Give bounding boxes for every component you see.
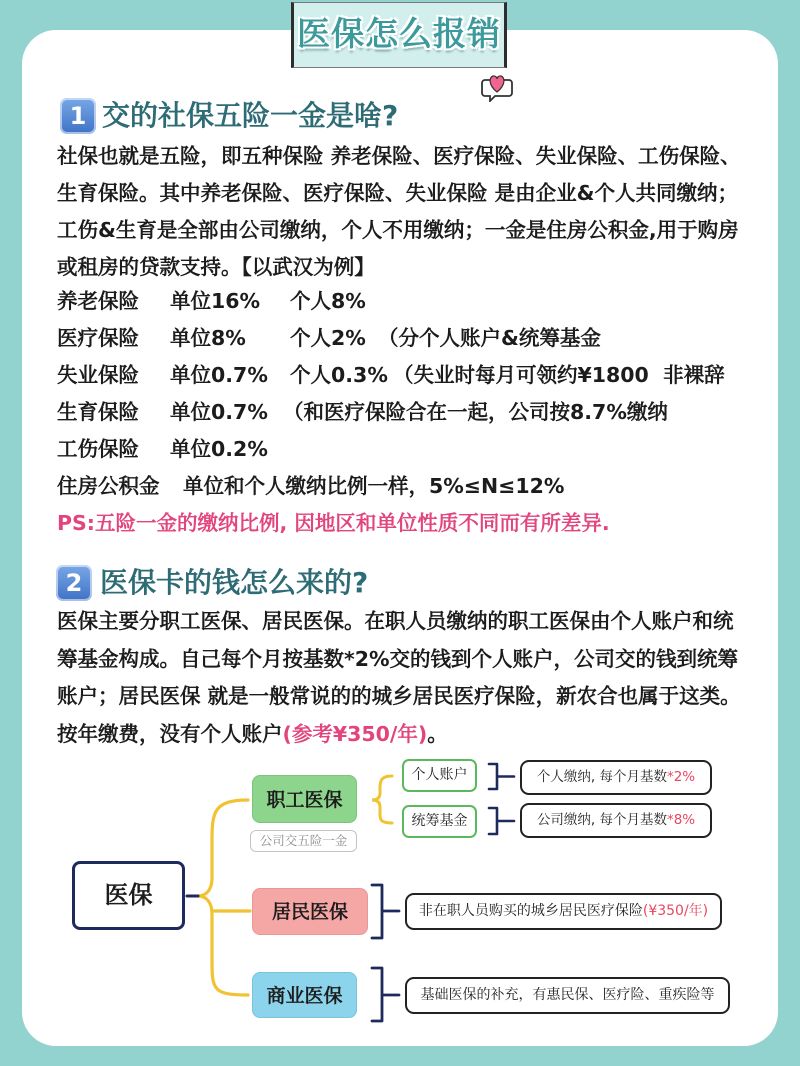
desc-text: 非在职人员购买的城乡居民医疗保险 <box>418 903 643 919</box>
rate-company: 单位8% <box>170 326 246 350</box>
section1-heading: 交的社保五险一金是啥? <box>102 99 399 132</box>
employee-insurance-node: 职工医保 <box>252 775 357 823</box>
last-line-end: 。 <box>427 722 448 746</box>
rate-item: 住房公积金 <box>57 474 160 498</box>
rate-remark: （分个人账户&统筹基金 <box>378 326 601 350</box>
rate-item: 失业保险 <box>57 363 139 387</box>
resident-insurance-node: 居民医保 <box>252 888 368 935</box>
rate-personal: 个人2% <box>290 326 366 350</box>
employee-insurance-note: 公司交五险一金 <box>250 830 357 852</box>
section2-paragraph-line: 筹基金构成。自己每个月按基数*2%交的钱到个人账户，公司交的钱到统筹 <box>57 647 739 671</box>
section2-paragraph-line: 账户；居民医保 就是一般常说的的城乡居民医疗保险，新农合也属于这类。 <box>57 684 741 708</box>
section1-paragraph-line: 生育保险。其中养老保险、医疗保险、失业保险 是由企业&个人共同缴纳； <box>57 181 739 205</box>
rate-row-maternity <box>57 394 769 431</box>
desc-highlight: (¥350/年) <box>642 903 709 919</box>
rate-company: 单位0.7% <box>170 363 268 387</box>
pooled-fund-node: 统筹基金 <box>402 805 477 838</box>
rate-row-housing-fund <box>57 468 769 505</box>
section1-paragraph-line: 社保也就是五险，即五种保险 养老保险、医疗保险、失业保险、工伤保险、 <box>57 144 741 168</box>
rate-item: 生育保险 <box>57 400 139 424</box>
personal-account-node: 个人账户 <box>402 759 477 792</box>
keycap-1-icon: 1 <box>60 98 96 134</box>
rate-personal: 个人0.3% <box>290 363 388 387</box>
rate-remark: （和医疗保险合在一起，公司按8.7%缴纳 <box>283 400 668 424</box>
section2-heading: 医保卡的钱怎么来的? <box>100 566 369 599</box>
section2-paragraph-last-line <box>57 716 448 753</box>
diagram-root-node: 医保 <box>72 861 185 930</box>
last-line-text: 按年缴费，没有个人账户 <box>57 722 283 746</box>
desc-highlight: *8% <box>666 812 696 828</box>
last-line-highlight: (参考¥350/年) <box>282 722 428 746</box>
personal-account-desc <box>520 760 712 795</box>
title-frame <box>291 2 507 68</box>
desc-text: 基础医保的补充，有惠民保、医疗险、重疾险等 <box>420 987 715 1003</box>
section1-note: PS:五险一金的缴纳比例, 因地区和单位性质不同而有所差异. <box>57 511 610 535</box>
rate-row-unemployment <box>57 357 769 394</box>
rate-personal: 个人8% <box>290 289 366 313</box>
section1-paragraph-line: 或租房的贷款支持。【以武汉为例】 <box>57 255 375 279</box>
commercial-insurance-desc <box>405 977 730 1014</box>
rate-item: 养老保险 <box>57 289 139 313</box>
section2-paragraph-line: 医保主要分职工医保、居民医保。在职人员缴纳的职工医保由个人账户和统 <box>57 609 734 633</box>
resident-insurance-desc <box>405 893 722 930</box>
rate-company: 单位0.2% <box>170 437 268 461</box>
keycap-2-icon: 2 <box>56 565 92 601</box>
rate-company: 单位0.7% <box>170 400 268 424</box>
rate-remark: （失业时每月可领约¥1800 非裸辞 <box>393 363 725 387</box>
rate-item: 医疗保险 <box>57 326 139 350</box>
commercial-insurance-node: 商业医保 <box>252 972 357 1018</box>
page-title: 医保怎么报销 <box>297 14 501 53</box>
rate-company: 单位16% <box>170 289 261 313</box>
desc-highlight: *2% <box>666 769 696 785</box>
rate-row-pension <box>57 283 769 320</box>
rate-item: 工伤保险 <box>57 437 139 461</box>
rate-row-medical <box>57 320 769 357</box>
rate-row-injury <box>57 431 769 468</box>
desc-text: 个人缴纳, 每个月基数 <box>536 769 667 785</box>
rate-company: 单位和个人缴纳比例一样，5%≤N≤12% <box>183 474 565 498</box>
pooled-fund-desc <box>520 803 712 838</box>
heart-speech-bubble-icon <box>480 68 514 102</box>
section1-paragraph-line: 工伤&生育是全部由公司缴纳，个人不用缴纳；一金是住房公积金,用于购房 <box>57 218 739 242</box>
desc-text: 公司缴纳, 每个月基数 <box>536 812 667 828</box>
